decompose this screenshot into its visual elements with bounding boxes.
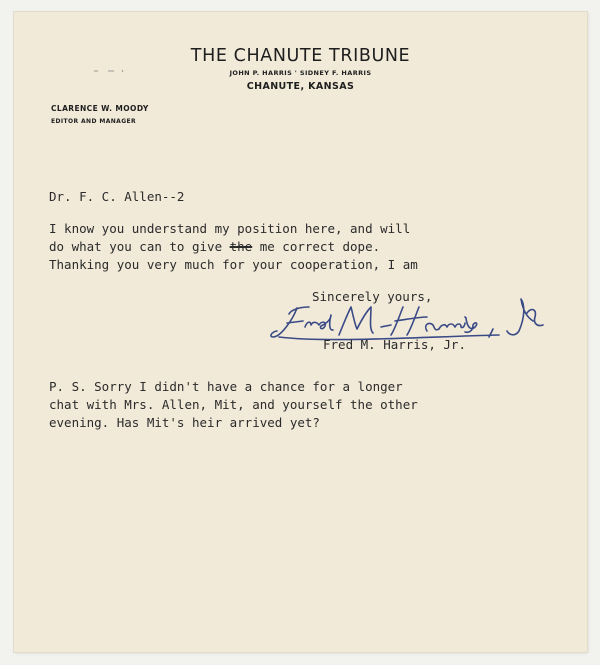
signer-name: Fred M. Harris, Jr. [323, 337, 466, 352]
ps-line-2: chat with Mrs. Allen, Mit, and yourself the other [49, 397, 418, 412]
struck-word: the [229, 239, 253, 254]
editor-role: EDITOR AND MANAGER [51, 118, 137, 125]
body-line-2 [49, 238, 380, 256]
letterhead-city: CHANUTE, KANSAS [246, 81, 355, 92]
body-line-1: I know you understand my position here, and will [49, 221, 411, 236]
body-line-2-after: me correct dope. [252, 239, 381, 254]
letterhead-title: THE CHANUTE TRIBUNE [190, 46, 411, 66]
body-line-3: Thanking you very much for your cooperation, I am [49, 257, 418, 272]
body-line-2-before: do what you can to give [49, 239, 230, 254]
letter-page [14, 12, 587, 652]
ps-line-1: P. S. Sorry I didn't have a chance for a longer [49, 379, 403, 394]
page-heading: Dr. F. C. Allen--2 [49, 189, 185, 204]
closing: Sincerely yours, [312, 289, 433, 304]
letterhead-owners: JOHN P. HARRIS ' SIDNEY F. HARRIS [229, 69, 372, 77]
editor-name: CLARENCE W. MOODY [51, 104, 149, 113]
ps-line-3: evening. Has Mit's heir arrived yet? [49, 415, 320, 430]
